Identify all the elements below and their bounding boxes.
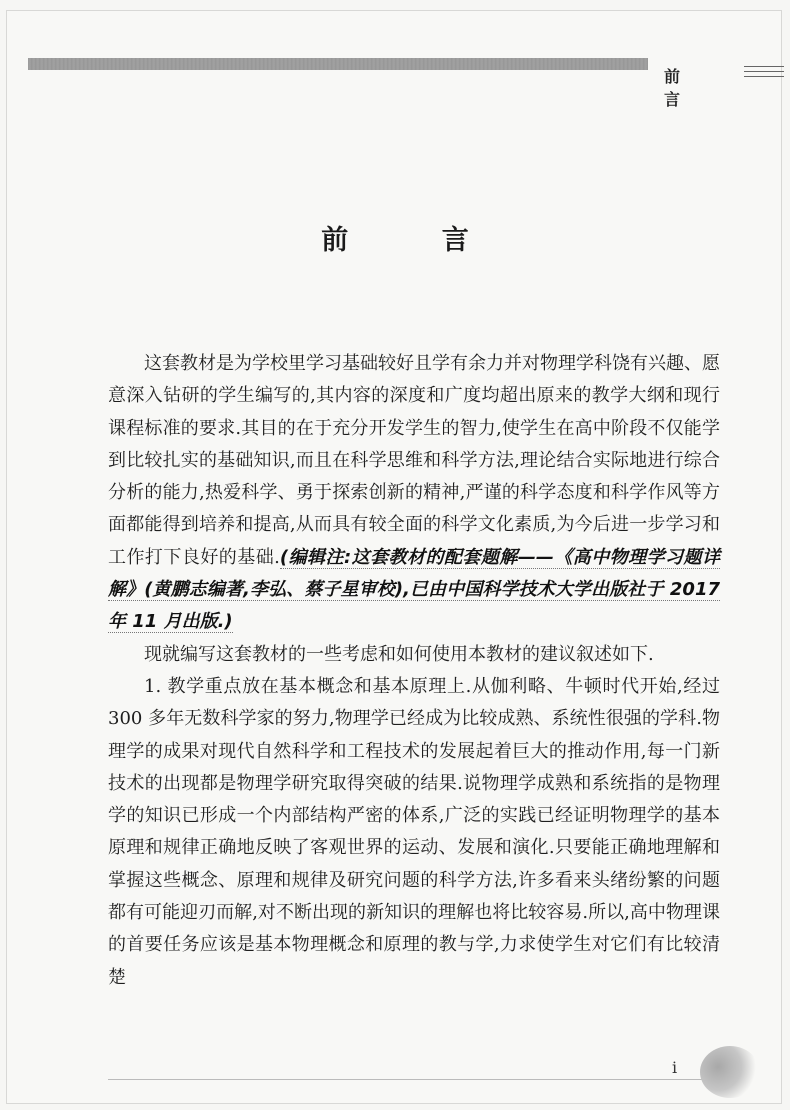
- header-lines-ornament: [744, 66, 784, 78]
- paragraph-1: [108, 348, 720, 639]
- editor-note: (编辑注:这套教材的配套题解——《高中物理学习题详解》(黄鹏志编著,李弘、蔡子星审校),已由中国科学技术大学出版社于 2017 年 11 月出版.): [108, 546, 720, 633]
- paragraph-2: 现就编写这套教材的一些考虑和如何使用本教材的建议叙述如下.: [144, 643, 654, 665]
- paragraph-3: 1. 教学重点放在基本概念和基本原理上.从伽利略、牛顿时代开始,经过 300 多年无数科学家的努力,物理学已经成为比较成熟、系统性很强的学科.物理学的成果对现代自然科学和工程技术的发展起着巨大的推动作用,每一门新技术的出现都是物理学研究取得突破的结果.说物理学成熟和系统指的是物理学的知识已形成一个内部结构严密的体系,广泛的实践已经证明物理学的基本原理和规律正确地反映了客观世界的运动、发展和演化.只要能正确地理解和掌握这些概念、原理和规律及研究问题的科学方法,许多看来头绪纷繁的问题都有可能迎刃而解,对不断出现的新知识的理解也将比较容易.所以,高中物理课的首要任务应该是基本物理概念和原理的教与学,力求使学生对它们有比较清楚: [108, 675, 720, 988]
- page-title: 前 言: [321, 225, 511, 256]
- header-decorative-band: [28, 58, 648, 70]
- preface-body: [108, 348, 720, 994]
- page-corner-shadow: [700, 1046, 760, 1098]
- running-header-title: 前 言: [664, 67, 709, 109]
- page-number: i: [672, 1058, 678, 1077]
- paragraph-1-text: 这套教材是为学校里学习基础较好且学有余力并对物理学科饶有兴趣、愿意深入钻研的学生编写的,其内容的深度和广度均超出原来的教学大纲和现行课程标准的要求.其目的在于充分开发学生的智力,使学生在高中阶段不仅能学到比较扎实的基础知识,而且在科学思维和科学方法,理论结合实际地进行综合分析的能力,热爱科学、勇于探索创新的精神,严谨的科学态度和科学作风等方面都能得到培养和提高,从而具有较全面的科学文化素质,为今后进一步学习和工作打下良好的基础.: [108, 353, 720, 568]
- footer-rule: [108, 1079, 708, 1080]
